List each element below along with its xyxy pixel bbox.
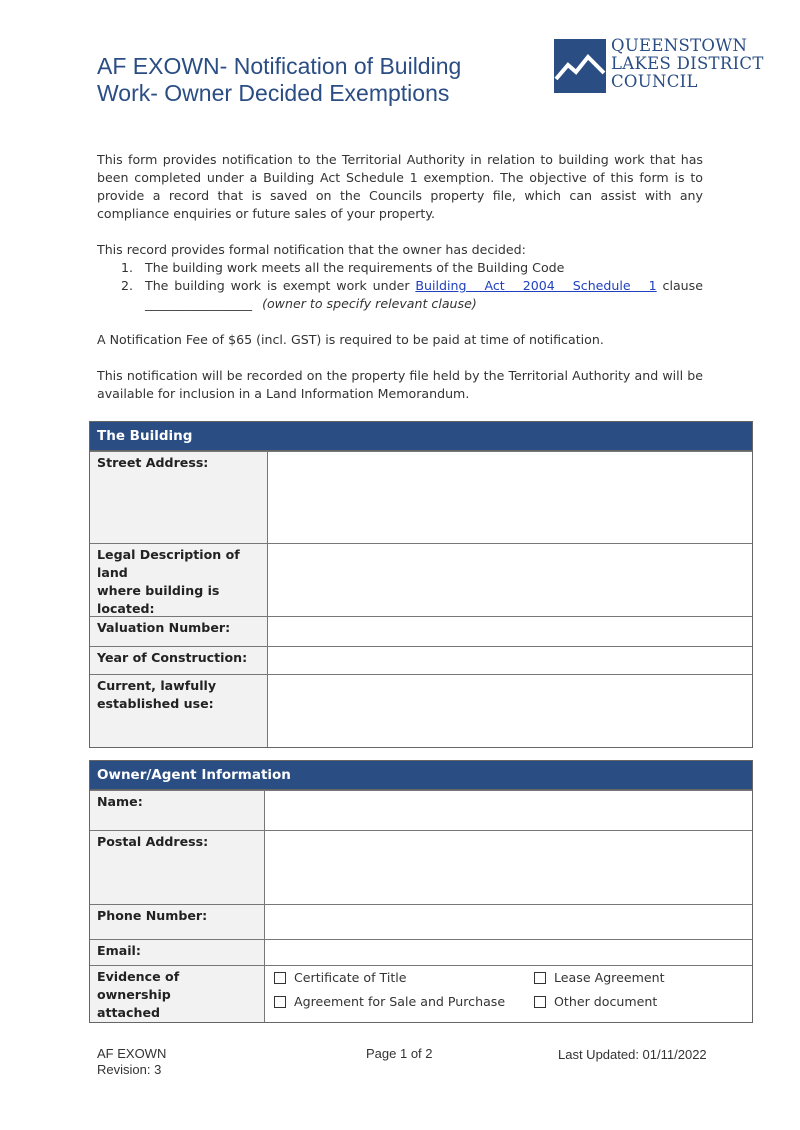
- table-row: [90, 904, 752, 939]
- word: The: [145, 278, 169, 293]
- agreement-for-sale-option[interactable]: [274, 993, 534, 1011]
- label-line: attached: [97, 1005, 161, 1020]
- clause-blank-line: [145, 295, 703, 313]
- owner-decisions-list: [97, 259, 703, 313]
- list-item: [97, 277, 703, 313]
- valuation-number-label: Valuation Number:: [90, 617, 268, 646]
- phone-number-label: Phone Number:: [90, 905, 265, 939]
- building-act-schedule-link[interactable]: Building Act 2004 Schedule 1: [415, 278, 657, 293]
- legal-description-label: [90, 544, 268, 616]
- lease-agreement-option[interactable]: [534, 969, 752, 987]
- table-row: [90, 674, 752, 747]
- year-of-construction-label: Year of Construction:: [90, 647, 268, 674]
- postal-address-label: Postal Address:: [90, 831, 265, 904]
- table-row: [90, 616, 752, 646]
- checkbox-icon[interactable]: [534, 972, 546, 984]
- option-label: Other document: [554, 994, 658, 1009]
- checkbox-icon[interactable]: [534, 996, 546, 1008]
- council-logo: [554, 37, 774, 95]
- building-table-heading: The Building: [90, 422, 752, 451]
- table-row: [90, 451, 752, 543]
- mountain-logo-icon: [554, 39, 606, 93]
- intro-paragraph: This form provides notification to the Territorial Authority in relation to building work that has been completed under a Building Act Schedule 1 exemption. The objective of this form is to provide a record that is saved on the Councils property file, which can assist with any compliance enquiries or future sales of your property.: [97, 152, 703, 221]
- footer-last-updated: Last Updated: 01/11/2022: [558, 1047, 707, 1062]
- label-line: where building is located:: [97, 583, 220, 616]
- logo-wordmark: [611, 37, 781, 91]
- table-row: [90, 939, 752, 965]
- title-line-1: AF EXOWN- Notification of Building: [97, 53, 462, 79]
- list-number: 1.: [121, 260, 134, 275]
- word: under: [372, 278, 410, 293]
- document-title: [97, 53, 517, 107]
- list-item: [97, 259, 703, 277]
- footer-revision: Revision: 3: [97, 1062, 162, 1077]
- list-item-text: The building work meets all the requirements of the Building Code: [145, 260, 565, 275]
- word: work: [230, 278, 262, 293]
- table-row: [90, 543, 752, 616]
- footer-page-number: Page 1 of 2: [366, 1046, 433, 1061]
- owner-table-heading: Owner/Agent Information: [90, 761, 752, 790]
- legal-description-field[interactable]: [268, 544, 752, 616]
- footer-form-code: AF EXOWN: [97, 1046, 167, 1061]
- valuation-number-field[interactable]: [268, 617, 752, 646]
- logo-line-2: LAKES DISTRICT: [611, 54, 764, 73]
- other-document-option[interactable]: [534, 993, 752, 1011]
- name-field[interactable]: [265, 791, 752, 830]
- word: is: [266, 278, 278, 293]
- phone-number-field[interactable]: [265, 905, 752, 939]
- checkbox-icon[interactable]: [274, 972, 286, 984]
- table-row: [90, 790, 752, 830]
- checkbox-icon[interactable]: [274, 996, 286, 1008]
- record-paragraph: This notification will be recorded on the property file held by the Territorial Authority and will be available for inclusion in a Land Information Memorandum.: [97, 368, 703, 401]
- evidence-of-ownership-label: [90, 966, 265, 1022]
- street-address-field[interactable]: [268, 452, 752, 543]
- fee-paragraph: A Notification Fee of $65 (incl. GST) is required to be paid at time of notification.: [97, 332, 604, 347]
- list-number: 2.: [121, 278, 134, 293]
- label-line: Legal Description of land: [97, 547, 240, 580]
- word: exempt: [282, 278, 331, 293]
- label-line: Current, lawfully: [97, 678, 217, 693]
- building-table: [89, 421, 753, 748]
- street-address-label: Street Address:: [90, 452, 268, 543]
- word: clause: [662, 278, 703, 293]
- title-line-2: Work- Owner Decided Exemptions: [97, 80, 450, 106]
- option-label: Certificate of Title: [294, 970, 407, 985]
- table-row: [90, 646, 752, 674]
- established-use-label: [90, 675, 268, 747]
- table-row: [90, 965, 752, 1022]
- year-of-construction-field[interactable]: [268, 647, 752, 674]
- email-label: Email:: [90, 940, 265, 965]
- email-field[interactable]: [265, 940, 752, 965]
- notification-lead: This record provides formal notification that the owner has decided:: [97, 242, 526, 257]
- logo-line-1: QUEENSTOWN: [611, 36, 748, 55]
- footer-form-info: [97, 1046, 166, 1078]
- clause-note: (owner to specify relevant clause): [262, 296, 477, 311]
- owner-agent-table: [89, 760, 753, 1023]
- label-line: established use:: [97, 696, 214, 711]
- word: work: [336, 278, 367, 293]
- option-label: Agreement for Sale and Purchase: [294, 994, 506, 1009]
- option-label: Lease Agreement: [554, 970, 665, 985]
- established-use-field[interactable]: [268, 675, 752, 747]
- evidence-options: [265, 966, 752, 1022]
- table-row: [90, 830, 752, 904]
- postal-address-field[interactable]: [265, 831, 752, 904]
- logo-line-3: COUNCIL: [611, 72, 698, 91]
- clause-blank: _________________: [145, 296, 253, 311]
- label-line: Evidence of ownership: [97, 969, 180, 1002]
- list-item-line: [145, 277, 703, 295]
- word: building: [174, 278, 225, 293]
- name-label: Name:: [90, 791, 265, 830]
- certificate-of-title-option[interactable]: [274, 969, 534, 987]
